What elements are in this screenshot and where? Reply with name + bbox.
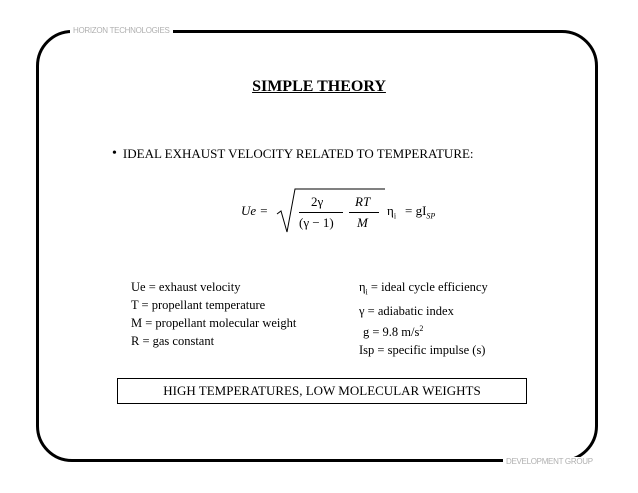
def-gamma: γ = adiabatic index xyxy=(359,303,454,318)
exhaust-velocity-equation xyxy=(241,186,441,236)
def-r: R = gas constant xyxy=(131,334,215,348)
definitions-right xyxy=(359,278,488,359)
conclusion-text: HIGH TEMPERATURES, LOW MOLECULAR WEIGHTS xyxy=(163,383,481,398)
bullet-dot-icon: • xyxy=(112,146,117,161)
frac1-denominator: (γ − 1) xyxy=(299,215,334,230)
frac1-numerator: 2γ xyxy=(311,194,324,209)
bullet-text: IDEAL EXHAUST VELOCITY RELATED TO TEMPERATURE: xyxy=(122,146,474,161)
def-eta: $\eta_i$ = ideal cycle efficiency xyxy=(359,280,488,297)
frac2-bar xyxy=(349,212,379,213)
frac2-denominator: M xyxy=(357,215,368,230)
equation-eta: $\eta_i$ xyxy=(387,203,397,221)
equation-lhs: Ue = xyxy=(241,203,269,218)
def-ue: Ue = exhaust velocity xyxy=(131,280,241,294)
footer-tag: DEVELOPMENT GROUP xyxy=(503,457,596,466)
bullet-item xyxy=(112,146,474,162)
header-tag: HORIZON TECHNOLOGIES xyxy=(70,26,173,35)
def-m: M = propellant molecular weight xyxy=(131,316,297,330)
frac1-bar xyxy=(299,212,343,213)
frac2-numerator: RT xyxy=(355,194,371,209)
definitions-left xyxy=(131,278,296,350)
def-isp: Isp = specific impulse (s) xyxy=(359,342,486,357)
conclusion-box xyxy=(117,378,527,404)
equation-rhs: = $gI_{SP}$ xyxy=(405,203,436,221)
def-t: T = propellant temperature xyxy=(131,298,266,312)
slide-title: SIMPLE THEORY xyxy=(252,78,386,95)
def-g: g = 9.8 $m/s^2$ xyxy=(363,323,424,339)
